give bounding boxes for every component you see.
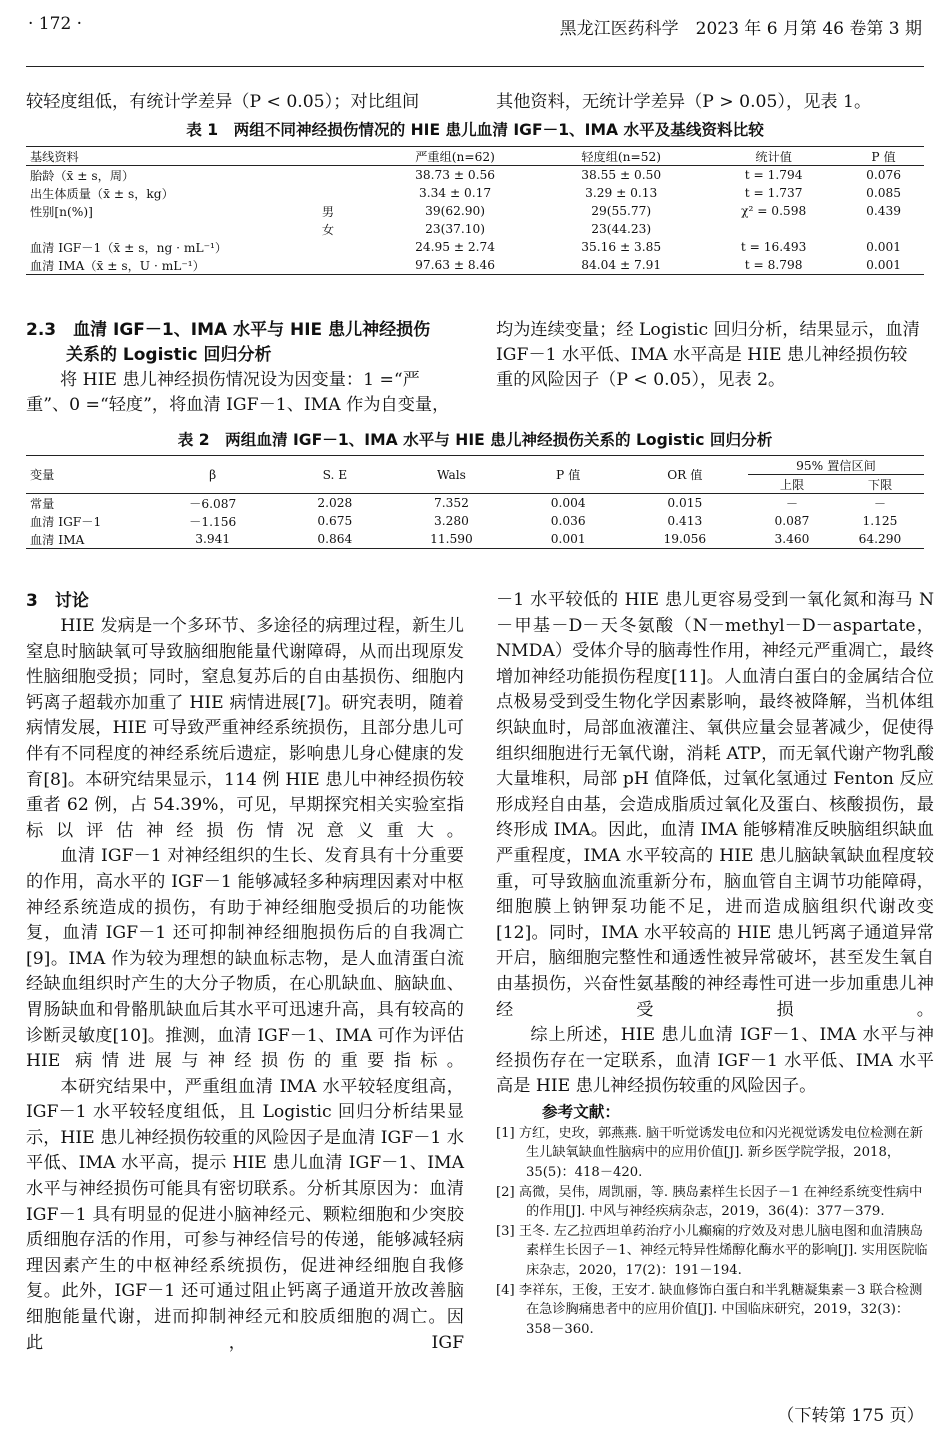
table-cell: 3.941	[195, 532, 231, 546]
table-cell: 35.16 ± 3.85	[581, 240, 662, 254]
table-cell: 1.125	[862, 514, 898, 528]
table-cell	[284, 256, 372, 275]
table-row	[26, 202, 924, 220]
table-cell	[843, 220, 924, 238]
table-cell: 29(55.77)	[591, 204, 652, 218]
table2-header-cell: Wals	[437, 467, 466, 482]
table2-header-cell: 上限	[779, 477, 805, 492]
section-2-3-heading-line2: 关系的 Logistic 回归分析	[66, 345, 272, 365]
table-row	[26, 256, 924, 275]
table-cell: 7.352	[434, 496, 469, 510]
table-cell: t = 8.798	[744, 258, 803, 272]
table2-header-cell: S. E	[322, 467, 348, 482]
table-row	[26, 494, 924, 513]
conclusion-paragraph: 综上所述，HIE 患儿血清 IGF－1、IMA 水平与神经损伤存在一定联系，血清 IGF－1 水平低、IMA 水平高是 HIE 患儿神经损伤较重的风险因子。	[496, 1025, 934, 1097]
table-cell	[284, 166, 372, 185]
discussion-paragraph: HIE 发病是一个多环节、多途径的病理过程，新生儿窒息时脑缺氧可导致脑细胞能量代谢障碍，从而出现原发性脑细胞受损；同时，窒息复苏后的自由基损伤、细胞内钙离子超载亦加重了 HIE 病情进展[7]。研究表明，随着病情发展，HIE 可导致严重神经系统损伤，且部分患儿可伴有不同程度的神经系统后遗症，影响患儿身心健康的发育[8]。本研究结果显示，114 例 HIE 患儿中神经损伤较重者 62 例，占 54.39%，可见，早期探究相关实验室指标以评估神经损伤情况意义重大。	[26, 616, 464, 841]
table-cell	[284, 238, 372, 256]
table2-header-cell: 95% 置信区间	[748, 456, 924, 475]
table1-header-cell: 轻度组(n=52)	[581, 149, 662, 164]
table-cell: 19.056	[663, 532, 707, 546]
section-2-3-left-line: 重”、0 =“轻度”，将血清 IGF－1、IMA 作为自变量，	[26, 395, 450, 415]
reference-item: [1] 方红，史玫，郭燕燕. 脑干听觉诱发电位和闪光视觉诱发电位检测在新生儿缺氧缺血性脑病中的应用价值[J]. 新乡医学院学报，2018，35(5)：418－420.	[496, 1125, 923, 1181]
table-cell: χ² = 0.598	[741, 204, 807, 218]
section-2-3-left-line: 将 HIE 患儿神经损伤情况设为因变量：1 =“严	[60, 370, 420, 390]
table-cell: 0.085	[866, 186, 901, 200]
discussion-paragraph: －1 水平较低的 HIE 患儿更容易受到一氧化氮和海马 N－甲基－D－天冬氨酸（N－methyl－D－aspartate，NMDA）受体介导的脑毒性作用，神经元严重凋亡，最终增加神经功能损伤程度[11]。人血清白蛋白的金属结合位点极易受到受生物化学因素影响，最终被降解，当机体组织缺血时，局部血液灌注、氧供应量会显著减少，促使得组织细胞进行无氧代谢，消耗 ATP，而无氧代谢产物乳酸大量堆积，局部 pH 值降低，过氧化氢通过 Fenton 反应形成羟自由基，会造成脂质过氧化及蛋白、核酸损伤，最终形成 IMA。因此，血清 IMA 能够精准反映脑组织缺血严重程度，IMA 水平较高的 HIE 患儿脑缺氧缺血程度较重，可导致脑血流重新分布，脑血管自主调节功能障碍，细胞膜上钠钾泵功能不足，进而造成脑组织代谢改变[12]。同时，IMA 水平较高的 HIE 患儿钙离子通道异常开启，脑细胞完整性和通透性被异常破坏，甚至发生氧自由基损伤，兴奋性氨基酸的神经毒性可进一步加重患儿神经受损。	[496, 590, 934, 1020]
table2-header-cell: β	[209, 467, 217, 482]
table-cell: 女	[321, 222, 335, 237]
table-cell: 男	[321, 204, 335, 219]
table2-header-cell: OR 值	[667, 468, 703, 482]
table-cell: t = 16.493	[740, 240, 807, 254]
table1	[26, 146, 924, 275]
table-cell: 0.675	[317, 514, 353, 528]
table-cell: －1.156	[189, 514, 237, 529]
references-list	[496, 1124, 934, 1340]
table-cell: －	[785, 496, 799, 511]
table1-caption: 表 1 两组不同神经损伤情况的 HIE 患儿血清 IGF－1、IMA 水平及基线资料比较	[186, 121, 764, 139]
table-cell: 84.04 ± 7.91	[581, 258, 662, 272]
section-2-3-heading-line1: 2.3 血清 IGF－1、IMA 水平与 HIE 患儿神经损伤	[26, 320, 431, 340]
section-2-3-right	[496, 318, 934, 393]
table-cell: 39(62.90)	[425, 204, 486, 218]
table1-header-row	[26, 147, 924, 166]
header-rule	[26, 66, 924, 67]
table-cell: 0.036	[550, 514, 586, 528]
table-row	[26, 530, 924, 549]
table-cell: 血清 IGF－1（x̄ ± s，ng · mL⁻¹）	[30, 240, 228, 255]
section-3-left-column	[26, 588, 464, 1356]
table2-header-row	[26, 456, 924, 475]
journal-header: 黑龙江医药科学 2023 年 6 月第 46 卷第 3 期	[559, 19, 922, 39]
discussion-paragraph: 本研究结果中，严重组血清 IMA 水平较轻度组高，IGF－1 水平较轻度组低，且 Logistic 回归分析结果显示，HIE 患儿神经损伤较重的风险因子是血清 IGF－1 水平低、IMA 水平高，提示 HIE 患儿血清 IGF－1、IMA 水平与神经损伤可能具有密切联系。分析其原因为：血清 IGF－1 具有明显的促进小脑神经元、颗粒细胞和少突胶质细胞存活的作用，可参与神经信号的传递，能够减轻病理因素产生的中枢神经系统损伤，促进神经细胞自我修复。此外，IGF－1 还可通过阻止钙离子通道开放改善脑细胞能量代谢，进而抑制神经元和胶质细胞的凋亡。因此，IGF	[26, 1076, 464, 1353]
section-3-right-column	[496, 588, 934, 1339]
table-cell: 38.55 ± 0.50	[581, 168, 662, 182]
table-cell: 0.001	[866, 240, 901, 254]
table-cell: 38.73 ± 0.56	[415, 168, 496, 182]
table-cell: 3.280	[434, 514, 469, 528]
table1-header-cell	[284, 147, 372, 166]
section-2-3-right-line: IGF－1 水平低、IMA 水平高是 HIE 患儿神经损伤较	[496, 345, 908, 365]
table-cell: 0.076	[866, 168, 901, 182]
table-cell: 64.290	[858, 532, 902, 546]
table2-header-cell: 下限	[867, 477, 893, 492]
table-cell: t = 1.794	[744, 168, 803, 182]
table-cell: 血清 IGF－1	[30, 514, 102, 529]
discussion-paragraph: 血清 IGF－1 对神经组织的生长、发育具有十分重要的作用，高水平的 IGF－1 能够减轻多种病理因素对中枢神经系统造成的损伤，有助于神经细胞受损后的功能恢复，血清 IGF－1 还可抑制神经细胞损伤后的自我凋亡[9]。IMA 作为较为理想的缺血标志物，是人血清蛋白流经缺血组织时产生的大分子物质，在心肌缺血、脑缺血、胃肠缺血和骨骼肌缺血后其水平可迅速升高，具有较高的诊断灵敏度[10]。推测，血清 IGF－1、IMA 可作为评估 HIE 病情进展与神经损伤的重要指标。	[26, 846, 464, 1072]
section-2-3-right-line: 重的风险因子（P < 0.05），见表 2。	[496, 370, 786, 390]
table-row	[26, 184, 924, 202]
table-cell	[26, 220, 284, 238]
table-cell: 0.001	[550, 532, 586, 546]
reference-item: [2] 高微，吴伟，周凯丽，等. 胰岛素样生长因子－1 在神经系统变性病中的作用[J]. 中风与神经疾病杂志，2019，36(4)：377－379.	[496, 1184, 923, 1220]
table1-header-cell: 统计值	[755, 149, 792, 164]
table-cell: 常量	[30, 496, 55, 511]
table2-header-cell: P 值	[556, 468, 581, 482]
table-cell: 性别[n(%)]	[30, 204, 93, 219]
reference-item: [3] 王冬. 左乙拉西坦单药治疗小儿癫痫的疗效及对患儿脑电图和血清胰岛素样生长因子－1、神经元特异性烯醇化酶水平的影响[J]. 实用医院临床杂志，2020，17(2)：191－194.	[496, 1223, 928, 1279]
table-row	[26, 238, 924, 256]
table-cell: 23(44.23)	[591, 222, 652, 236]
table-row	[26, 220, 924, 238]
table-cell: 胎龄（x̄ ± s，周）	[30, 168, 135, 183]
table-cell	[704, 220, 843, 238]
table-row	[26, 166, 924, 185]
table-cell: －6.087	[189, 496, 237, 511]
section-2-3-right-line: 均为连续变量；经 Logistic 回归分析，结果显示，血清	[496, 320, 920, 340]
intro-right-line: 其他资料，无统计学差异（P > 0.05），见表 1。	[496, 92, 872, 112]
table-cell: 0.004	[550, 496, 586, 510]
reference-item: [4] 李祥东，王俊，王安才. 缺血修饰白蛋白和半乳糖凝集素－3 联合检测在急诊胸痛患者中的应用价值[J]. 中国临床研究，2019，32(3)：358－360.	[496, 1282, 923, 1337]
table-cell: 0.087	[774, 514, 810, 528]
table-cell	[284, 184, 372, 202]
table-cell: 0.015	[667, 496, 703, 510]
table-cell: 2.028	[317, 496, 353, 510]
table-cell: 出生体质量（x̄ ± s，kg）	[30, 186, 174, 201]
table1-header-cell: 基线资料	[30, 149, 79, 164]
table-cell: 3.460	[774, 532, 810, 546]
continued-note: （下转第 175 页）	[777, 1406, 924, 1426]
intro-left-line: 较轻度组低，有统计学差异（P < 0.05）；对比组间	[26, 92, 420, 112]
table1-header-cell: 严重组(n=62)	[415, 149, 495, 164]
table-cell: 0.413	[667, 514, 703, 528]
table-cell: 0.864	[317, 532, 353, 546]
table-cell: 血清 IMA	[30, 532, 85, 547]
table-cell: 11.590	[430, 532, 473, 546]
page-number: · 172 ·	[28, 14, 83, 34]
table-cell: 97.63 ± 8.46	[415, 258, 496, 272]
table-cell: 血清 IMA（x̄ ± s，U · mL⁻¹）	[30, 258, 205, 273]
table2-header-cell: 变量	[30, 468, 55, 482]
section-2-3-left	[26, 318, 464, 418]
table-cell: 23(37.10)	[425, 222, 486, 236]
section-3-heading: 3 讨论	[26, 591, 89, 611]
table2	[26, 455, 924, 549]
references-heading: 参考文献：	[542, 1102, 620, 1121]
table-cell: －	[873, 496, 887, 511]
table-cell: 0.439	[866, 204, 901, 218]
table1-header-cell: P 值	[871, 149, 896, 164]
table-row	[26, 512, 924, 530]
table-cell: 24.95 ± 2.74	[415, 240, 496, 254]
table-cell: t = 1.737	[744, 186, 803, 200]
table-cell: 3.29 ± 0.13	[585, 186, 658, 200]
table-cell: 0.001	[866, 258, 901, 272]
table2-caption: 表 2 两组血清 IGF－1、IMA 水平与 HIE 患儿神经损伤关系的 Logistic 回归分析	[177, 431, 773, 449]
table-cell: 3.34 ± 0.17	[418, 186, 492, 200]
